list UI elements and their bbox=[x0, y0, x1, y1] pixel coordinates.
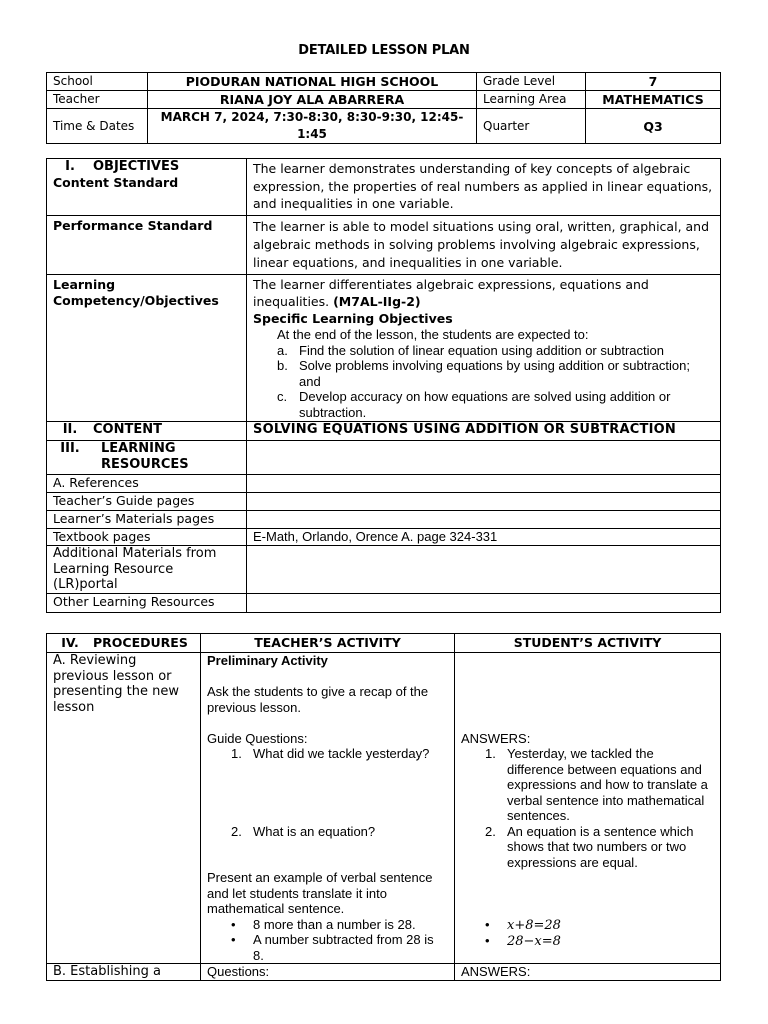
time-dates-value: MARCH 7, 2024, 7:30-8:30, 8:30-9:30, 12:45-1:45 bbox=[148, 109, 477, 144]
objectives-heading-text: OBJECTIVES bbox=[93, 159, 180, 174]
bullet-icon: • bbox=[485, 933, 490, 948]
teachers-guide-value bbox=[247, 493, 721, 511]
objectives-list bbox=[253, 343, 714, 421]
content-standard-label: Content Standard bbox=[53, 175, 179, 190]
objective-marker: b. bbox=[277, 358, 288, 373]
question-text: What is an equation? bbox=[253, 823, 376, 839]
grade-level-label: Grade Level bbox=[477, 73, 586, 91]
question-marker: 2. bbox=[231, 823, 242, 839]
procedures-heading-text: PROCEDURES bbox=[93, 635, 188, 651]
objective-text: Solve problems involving equations by using addition or subtraction; and bbox=[299, 358, 690, 389]
answer-marker: 1. bbox=[485, 746, 496, 761]
other-resources-label: Other Learning Resources bbox=[47, 593, 247, 612]
header-info-table bbox=[46, 72, 721, 144]
bullet-icon: • bbox=[231, 932, 236, 947]
objective-item bbox=[253, 358, 714, 389]
references-label: A. References bbox=[47, 475, 247, 493]
guide-question bbox=[207, 746, 448, 762]
teachers-guide-label: Teacher’s Guide pages bbox=[47, 493, 247, 511]
student-activity-cell bbox=[455, 653, 721, 964]
equation-text: 28−x=8 bbox=[507, 934, 561, 949]
step-b-label: B. Establishing a bbox=[47, 964, 201, 981]
textbook-pages-label: Textbook pages bbox=[47, 529, 247, 546]
objective-item bbox=[253, 343, 714, 359]
learning-competency-cell bbox=[247, 274, 721, 422]
answers-label: ANSWERS: bbox=[461, 730, 531, 746]
school-label: School bbox=[47, 73, 148, 91]
question-marker: 1. bbox=[231, 746, 242, 761]
step-b-teacher: Questions: bbox=[201, 964, 455, 981]
example-text: A number subtracted from 28 is 8. bbox=[253, 932, 434, 963]
textbook-pages-value: E-Math, Orlando, Orence A. page 324-331 bbox=[247, 529, 721, 546]
present-example-instruction: Present an example of verbal sentence and let students translate it into mathematical sentence. bbox=[207, 870, 433, 916]
content-standard-text: The learner demonstrates understanding of key concepts of algebraic expression, the properties of real numbers as applied in linear equations, and inequalities in one variable. bbox=[247, 159, 721, 216]
document-title: DETAILED LESSON PLAN bbox=[298, 43, 470, 58]
question-text: What did we tackle yesterday? bbox=[253, 746, 430, 761]
answer-marker: 2. bbox=[485, 823, 496, 839]
objective-item bbox=[253, 389, 714, 420]
learning-area-label: Learning Area bbox=[477, 91, 586, 109]
example-sentence bbox=[207, 932, 448, 963]
answer-text: An equation is a sentence which shows that two numbers or two expressions are equal. bbox=[507, 823, 694, 870]
example-sentence bbox=[207, 917, 448, 933]
additional-materials-label: Additional Materials from Learning Resource (LR)portal bbox=[47, 546, 247, 594]
objective-marker: a. bbox=[277, 342, 288, 358]
learning-resources-value bbox=[247, 441, 721, 475]
quarter-value: Q3 bbox=[586, 109, 721, 144]
procedures-table bbox=[46, 633, 721, 981]
content-value: SOLVING EQUATIONS USING ADDITION OR SUBTRACTION bbox=[247, 422, 721, 441]
performance-standard-label: Performance Standard bbox=[47, 215, 247, 274]
objectives-intro: At the end of the lesson, the students are expected to: bbox=[277, 326, 589, 342]
teacher-activity-cell bbox=[201, 653, 455, 964]
guide-question bbox=[207, 824, 448, 840]
procedures-number: IV. bbox=[61, 635, 79, 651]
objective-text: Develop accuracy on how equations are solved using addition or subtraction. bbox=[299, 389, 671, 420]
resources-heading-text: LEARNING RESOURCES bbox=[101, 441, 189, 472]
teacher-activity-heading: TEACHER’S ACTIVITY bbox=[201, 634, 455, 653]
additional-materials-value bbox=[247, 546, 721, 594]
bullet-icon: • bbox=[231, 916, 236, 932]
equation-text: x+8=28 bbox=[507, 917, 561, 933]
specific-objectives-heading: Specific Learning Objectives bbox=[253, 310, 453, 326]
step-a-label: A. Reviewing previous lesson or presenting the new lesson bbox=[47, 653, 201, 964]
learners-materials-value bbox=[247, 511, 721, 529]
content-heading bbox=[47, 422, 247, 441]
teacher-label: Teacher bbox=[47, 91, 148, 109]
example-text: 8 more than a number is 28. bbox=[253, 916, 416, 932]
competency-code: (M7AL-IIg-2) bbox=[333, 293, 421, 309]
answer-text: Yesterday, we tackled the difference between equations and expressions and how to translate a verbal sentence into mathematical sentences. bbox=[507, 746, 708, 823]
guide-questions-label: Guide Questions: bbox=[207, 730, 308, 746]
recap-instruction: Ask the students to give a recap of the previous lesson. bbox=[207, 684, 429, 715]
learners-materials-label: Learner’s Materials pages bbox=[47, 511, 247, 529]
content-number: II. bbox=[62, 422, 78, 437]
teacher-value: RIANA JOY ALA ABARRERA bbox=[148, 91, 477, 109]
preliminary-activity: Preliminary Activity bbox=[207, 653, 328, 668]
resources-number: III. bbox=[60, 441, 80, 456]
references-value bbox=[247, 475, 721, 493]
bullet-icon: • bbox=[485, 916, 490, 932]
objective-marker: c. bbox=[277, 389, 288, 404]
student-answer bbox=[461, 824, 714, 871]
student-answer bbox=[461, 746, 714, 824]
learning-resources-heading bbox=[47, 441, 247, 475]
time-dates-label: Time & Dates bbox=[47, 109, 148, 144]
school-value: PIODURAN NATIONAL HIGH SCHOOL bbox=[148, 73, 477, 91]
objectives-heading bbox=[47, 159, 246, 175]
quarter-label: Quarter bbox=[477, 109, 586, 144]
learning-competency-label: Learning Competency/Objectives bbox=[47, 274, 247, 422]
student-activity-heading: STUDENT’S ACTIVITY bbox=[455, 634, 721, 653]
translated-equation bbox=[461, 933, 714, 950]
translated-equation bbox=[461, 917, 714, 934]
content-heading-text: CONTENT bbox=[93, 422, 162, 437]
performance-standard-text: The learner is able to model situations using oral, written, graphical, and algebraic methods in solving problems involving algebraic expressions, linear equations, and inequalities in one variable. bbox=[247, 215, 721, 274]
grade-level-value: 7 bbox=[586, 73, 721, 91]
objectives-label-cell bbox=[47, 159, 247, 216]
step-b-student: ANSWERS: bbox=[455, 964, 721, 981]
learning-competency-text: The learner differentiates algebraic expressions, equations and inequalities. bbox=[253, 276, 649, 309]
procedures-heading bbox=[47, 634, 201, 653]
objectives-number: I. bbox=[65, 159, 75, 174]
objectives-table bbox=[46, 158, 721, 613]
objective-text: Find the solution of linear equation using addition or subtraction bbox=[299, 342, 664, 358]
learning-area-value: MATHEMATICS bbox=[586, 91, 721, 109]
other-resources-value bbox=[247, 593, 721, 612]
